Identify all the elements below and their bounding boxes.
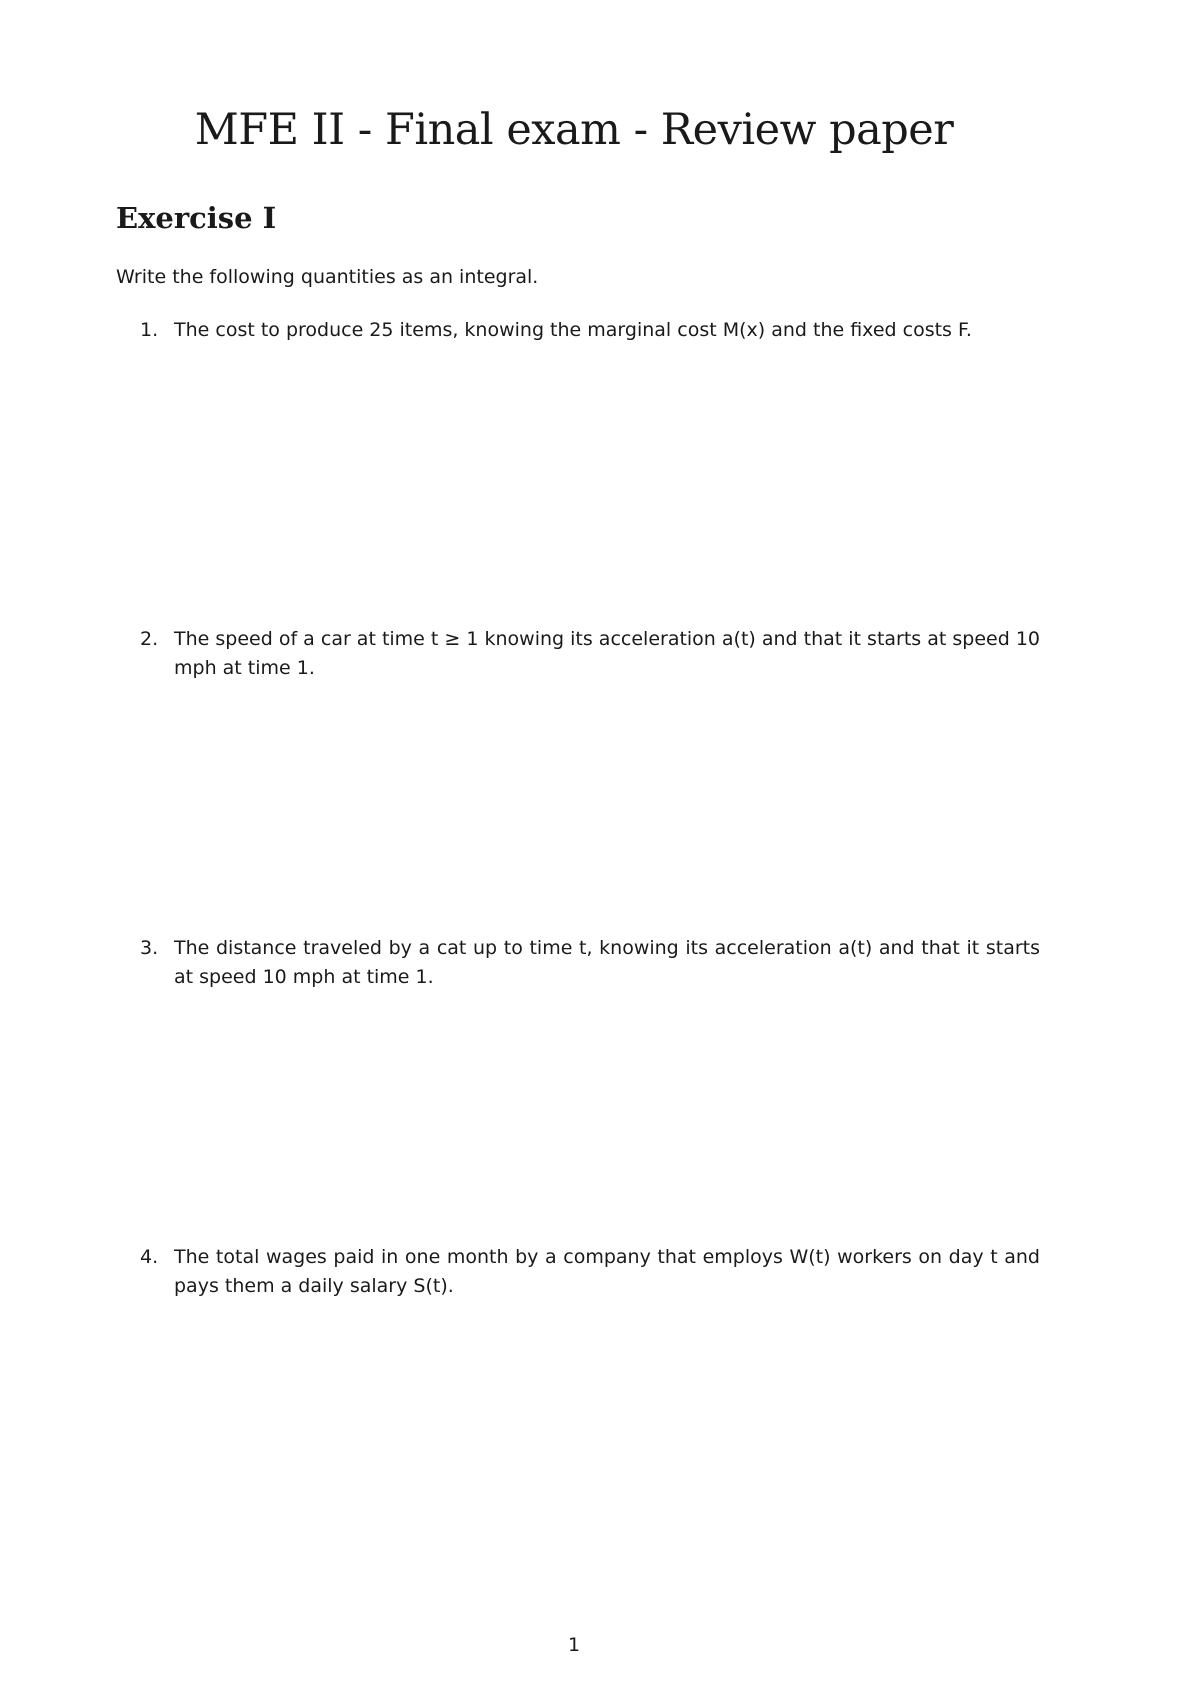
instruction-text: Write the following quantities as an integral. xyxy=(116,266,539,288)
item-text: The speed of a car at time t ≥ 1 knowing its acceleration a(t) and that it starts at speed 10 mph at time 1. xyxy=(174,628,1040,679)
exercise-item xyxy=(140,316,1040,345)
item-number: 4. xyxy=(140,1246,159,1268)
exercise-item xyxy=(140,934,1040,992)
section-heading: Exercise I xyxy=(116,201,277,235)
item-text: The distance traveled by a cat up to time t, knowing its acceleration a(t) and that it starts at speed 10 mph at time 1. xyxy=(174,937,1040,988)
exercise-item xyxy=(140,625,1040,683)
item-text: The total wages paid in one month by a company that employs W(t) workers on day t and pays them a daily salary S(t). xyxy=(174,1246,1040,1297)
item-number: 3. xyxy=(140,937,159,959)
document-title: MFE II - Final exam - Review paper xyxy=(194,105,954,155)
page-number: 1 xyxy=(567,1634,581,1656)
item-text: The cost to produce 25 items, knowing the marginal cost M(x) and the fixed costs F. xyxy=(174,319,972,341)
exercise-item xyxy=(140,1243,1040,1301)
item-number: 1. xyxy=(140,319,159,341)
item-number: 2. xyxy=(140,628,159,650)
